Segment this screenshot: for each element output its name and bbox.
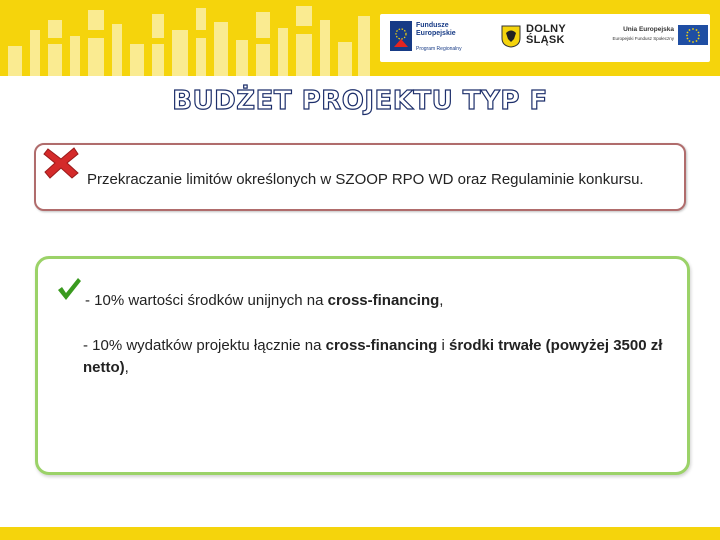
allowed-line-2 — [83, 335, 673, 379]
red-cross-icon — [42, 145, 80, 181]
dolny-slask-logo — [500, 22, 580, 58]
unia-europejska-logo — [602, 22, 712, 58]
fe-star-icon — [390, 21, 412, 51]
line2-bold-1: cross-financing — [325, 337, 438, 354]
line2-middle: i — [437, 337, 449, 354]
slide-title: BUDŻET PROJEKTU TYP F — [172, 86, 548, 116]
ue-logo-text: Unia Europejska — [623, 26, 674, 33]
fundusze-europejskie-logo — [390, 18, 500, 58]
footer-bar — [0, 527, 720, 540]
not-allowed-text: Przekraczanie limitów określonych w SZOOP RPO WD oraz Regulaminie konkursu. — [87, 171, 644, 188]
line1-bold: cross-financing — [327, 292, 440, 309]
line2-prefix: - 10% wydatków projektu łącznie na — [83, 337, 326, 354]
line2-bold-2: środki trwałe (powyżej 3500 zł netto) — [83, 337, 663, 376]
ue-logo-subtext: Europejski Fundusz Społeczny — [612, 36, 674, 41]
line1-suffix: , — [439, 292, 444, 309]
eu-flag-icon — [678, 25, 708, 45]
green-check-icon — [56, 276, 82, 302]
fe-logo-text: Fundusze Europejskie — [416, 22, 456, 37]
dolny-slask-text: DOLNY ŚLĄSK — [526, 23, 566, 46]
fe-logo-subtext: Program Regionalny — [416, 46, 462, 52]
decorative-pattern — [0, 0, 380, 76]
line1-prefix: - 10% wartości środków unijnych na — [85, 292, 328, 309]
eagle-crest-icon — [500, 24, 522, 48]
allowed-line-1 — [85, 290, 443, 312]
line2-suffix: , — [124, 359, 129, 376]
